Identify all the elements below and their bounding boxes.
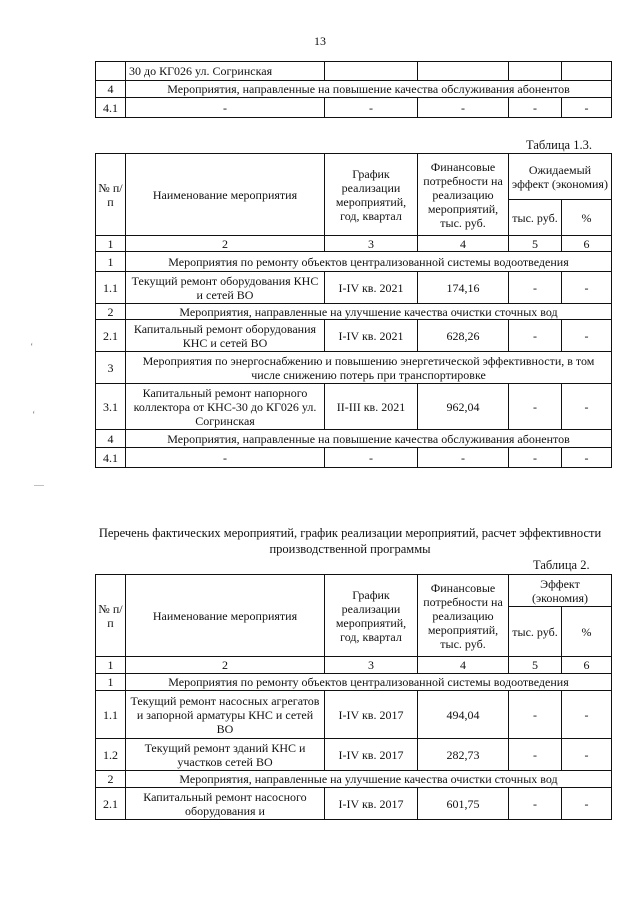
cell-rub: - [509,739,562,771]
cell-rub: - [509,691,562,739]
table-row [96,430,612,448]
cell-num: 4.1 [96,98,126,118]
table-row [96,98,612,118]
cell-finance: 282,73 [418,739,509,771]
cell-pct: - [562,691,612,739]
table-row [96,304,612,320]
cell-num: 2.1 [96,320,126,352]
cell-name: 30 до КГ026 ул. Согринская [126,62,325,81]
table-2 [95,574,612,820]
cell-num: 2 [96,771,126,788]
header-finance: Финансовые потребности на реализацию мероприятий, тыс. руб. [418,575,509,657]
cell-name: Капитальный ремонт оборудования КНС и сетей ВО [126,320,325,352]
cell-num: 2 [96,304,126,320]
index-cell: 6 [562,657,612,674]
cell-pct: - [562,739,612,771]
cell-num: 1 [96,674,126,691]
table-label: Таблица 2. [533,558,590,572]
cell-rub: - [509,448,562,468]
header-num: № п/ п [96,575,126,657]
index-cell: 1 [96,236,126,252]
table-row [96,691,612,739]
cell-pct: - [562,272,612,304]
table-row [96,320,612,352]
cell-num: 1.1 [96,691,126,739]
cell-rub: - [509,384,562,430]
cell-name: Капитальный ремонт насосного оборудования и [126,788,325,820]
cell-finance: 962,04 [418,384,509,430]
cell-pct: - [562,788,612,820]
index-cell: 4 [418,236,509,252]
header-num: № п/ п [96,154,126,236]
cell-rub: - [509,788,562,820]
cell-pct: - [562,320,612,352]
table-row [96,788,612,820]
index-cell: 2 [126,236,325,252]
cell-num: 3 [96,352,126,384]
section-row-title: Мероприятия, направленные на повышение качества обслуживания абонентов [126,430,612,448]
cell-pct: - [562,448,612,468]
cell-num: 4 [96,430,126,448]
table-row [96,81,612,98]
table-row [96,674,612,691]
cell-num: 1.2 [96,739,126,771]
cell-schedule: I-IV кв. 2017 [325,739,418,771]
header-pct: % [562,607,612,657]
scan-mark: ‘ [30,342,34,353]
index-cell: 2 [126,657,325,674]
cell-name: - [126,448,325,468]
header-effect: Ожидаемый эффект (экономия) [509,154,612,200]
cell-num: 2.1 [96,788,126,820]
index-cell: 1 [96,657,126,674]
index-cell: 6 [562,236,612,252]
scan-mark: — [34,480,44,491]
header-name: Наименование мероприятия [126,154,325,236]
table-row [96,771,612,788]
header-rub: тыс. руб. [509,200,562,236]
index-row [96,657,612,674]
cell-schedule: - [325,98,418,118]
section-row-title: Мероприятия по энергоснабжению и повышению энергетической эффективности, в том числе снижению потерь при транспортировке [126,352,612,384]
table-1-3 [95,153,612,468]
cell-finance: 174,16 [418,272,509,304]
cell-schedule: I-IV кв. 2021 [325,320,418,352]
cell-schedule: II-III кв. 2021 [325,384,418,430]
header-schedule: График реализации мероприятий, год, квартал [325,154,418,236]
index-cell: 4 [418,657,509,674]
cell-num: 1 [96,252,126,272]
cell-name: Текущий ремонт оборудования КНС и сетей ВО [126,272,325,304]
cell-schedule: - [325,448,418,468]
cell-num: 1.1 [96,272,126,304]
table-row [96,448,612,468]
cell-schedule: I-IV кв. 2017 [325,691,418,739]
cell-rub: - [509,98,562,118]
cell-rub: - [509,320,562,352]
table-row [96,384,612,430]
section-row-title: Мероприятия, направленные на улучшение качества очистки сточных вод [126,304,612,320]
cell-finance: - [418,98,509,118]
cell-finance: 628,26 [418,320,509,352]
section-row-title: Мероприятия по ремонту объектов централизованной системы водоотведения [126,252,612,272]
cell-num: 4 [96,81,126,98]
cell-rub: - [509,272,562,304]
cell-finance: 601,75 [418,788,509,820]
section-row-title: Мероприятия по ремонту объектов централизованной системы водоотведения [126,674,612,691]
index-row [96,236,612,252]
section-row-title: Мероприятия, направленные на повышение качества обслуживания абонентов [126,81,612,98]
cell-name: - [126,98,325,118]
header-effect: Эффект (экономия) [509,575,612,607]
index-cell: 3 [325,236,418,252]
header-finance: Финансовые потребности на реализацию мероприятий, тыс. руб. [418,154,509,236]
index-cell: 5 [509,236,562,252]
header-schedule: График реализации мероприятий, год, квартал [325,575,418,657]
table-row [96,352,612,384]
cell-num: 3.1 [96,384,126,430]
section-row-title: Мероприятия, направленные на улучшение качества очистки сточных вод [126,771,612,788]
cell-schedule: I-IV кв. 2017 [325,788,418,820]
table-label: Таблица 1.3. [526,138,592,152]
header-rub: тыс. руб. [509,607,562,657]
cell-name: Текущий ремонт зданий КНС и участков сетей ВО [126,739,325,771]
cell-pct: - [562,384,612,430]
scan-mark: ‘ [32,410,36,421]
table-row [96,252,612,272]
cell-name: Текущий ремонт насосных агрегатов и запорной арматуры КНС и сетей ВО [126,691,325,739]
index-cell: 3 [325,657,418,674]
cell-pct: - [562,98,612,118]
cell-finance: 494,04 [418,691,509,739]
cell-schedule: I-IV кв. 2021 [325,272,418,304]
table-row [96,739,612,771]
table-row [96,272,612,304]
header-name: Наименование мероприятия [126,575,325,657]
section-heading: Перечень фактических мероприятий, график реализации мероприятий, расчет эффективности производственной программы [98,526,602,556]
page-number: 13 [314,34,326,48]
index-cell: 5 [509,657,562,674]
cell-num: 4.1 [96,448,126,468]
cell-name: Капитальный ремонт напорного коллектора от КНС-30 до КГ026 ул. Согринская [126,384,325,430]
cell-finance: - [418,448,509,468]
continuation-table [95,61,612,118]
header-pct: % [562,200,612,236]
table-row [96,62,612,81]
